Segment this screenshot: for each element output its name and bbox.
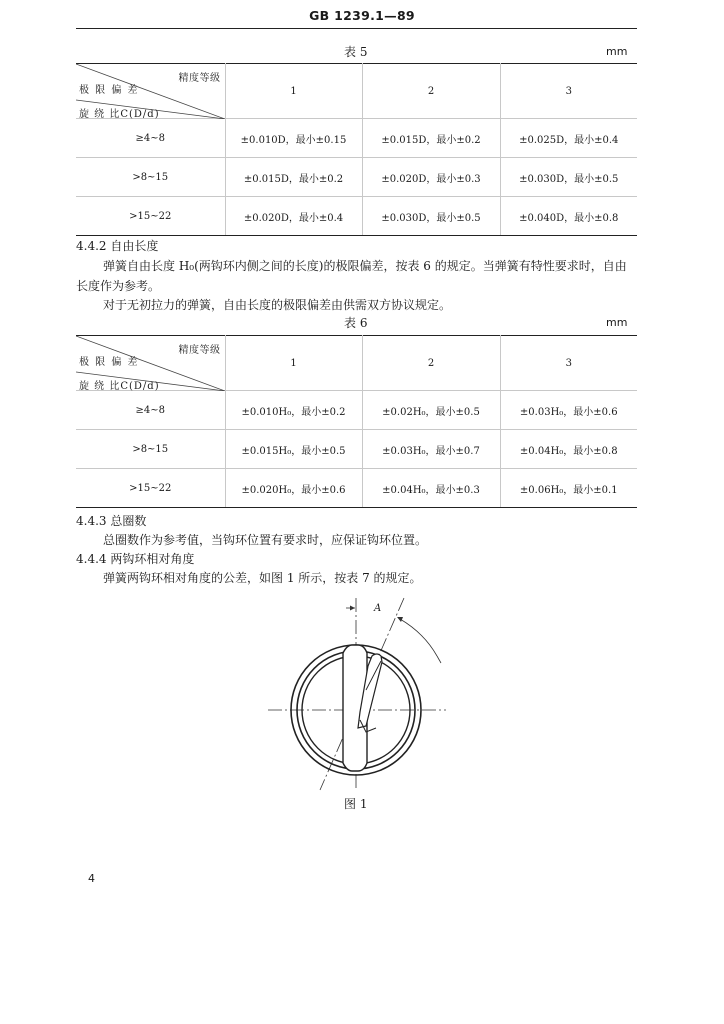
table5 [76, 63, 637, 236]
row-label: ≥4~8 [76, 391, 225, 430]
table-cell: ±0.020D，最小±0.4 [225, 197, 362, 236]
table-row [76, 197, 637, 236]
table-cell: ±0.030D，最小±0.5 [362, 197, 500, 236]
header-precision-grade: 精度等级 [178, 73, 221, 84]
section-443-body: 总圈数作为参考值，当钩环位置有要求时，应保证钩环位置。 [103, 533, 428, 547]
table-row [76, 391, 637, 430]
table6-caption: 表 6 [344, 316, 368, 330]
section-442-line3: 对于无初拉力的弹簧，自由长度的极限偏差由供需双方协议规定。 [103, 298, 452, 312]
row-label: >8~15 [76, 158, 225, 197]
table-cell: ±0.020D，最小±0.3 [362, 158, 500, 197]
table-cell: ±0.015H₀，最小±0.5 [225, 430, 362, 469]
row-label: ≥4~8 [76, 119, 225, 158]
header-limit-deviation: 极 限 偏 差 [79, 85, 140, 96]
figure-1-caption: 图 1 [344, 797, 368, 811]
header-spring-index: 旋 绕 比C(D/d) [79, 109, 160, 120]
grade-header: 3 [500, 336, 637, 391]
section-443-heading: 4.4.3 总圈数 [76, 514, 147, 528]
table-row [76, 469, 637, 508]
figure-1-hook-angle-diagram [260, 588, 460, 800]
header-limit-deviation: 极 限 偏 差 [79, 357, 140, 368]
row-label: >8~15 [76, 430, 225, 469]
header-rule [76, 28, 637, 29]
table-cell: ±0.06H₀，最小±0.1 [500, 469, 637, 508]
angle-label: A [374, 603, 382, 614]
table-row [76, 430, 637, 469]
table6 [76, 335, 637, 508]
table6-header-row [76, 336, 637, 391]
grade-header: 3 [500, 64, 637, 119]
section-442-heading: 4.4.2 自由长度 [76, 239, 159, 253]
table-row [76, 158, 637, 197]
table-cell: ±0.030D，最小±0.5 [500, 158, 637, 197]
header-spring-index: 旋 绕 比C(D/d) [79, 381, 160, 392]
header-precision-grade: 精度等级 [178, 345, 221, 356]
page-number: 4 [88, 872, 95, 885]
grade-header: 1 [225, 336, 362, 391]
section-442-line1: 弹簧自由长度 H₀(两钩环内侧之间的长度)的极限偏差，按表 6 的规定。当弹簧有特性要求时，自由 [103, 259, 627, 273]
table-cell: ±0.02H₀，最小±0.5 [362, 391, 500, 430]
table-cell: ±0.040D，最小±0.8 [500, 197, 637, 236]
section-444-heading: 4.4.4 两钩环相对角度 [76, 552, 195, 566]
row-label: >15~22 [76, 469, 225, 508]
table6-diagonal-header [76, 336, 225, 391]
table-cell: ±0.010H₀，最小±0.2 [225, 391, 362, 430]
table5-header-row [76, 64, 637, 119]
document-header-title: GB 1239.1—89 [309, 8, 415, 23]
table-cell: ±0.015D，最小±0.2 [225, 158, 362, 197]
table-cell: ±0.03H₀，最小±0.6 [500, 391, 637, 430]
table-cell: ±0.015D，最小±0.2 [362, 119, 500, 158]
table-row [76, 119, 637, 158]
section-444-body: 弹簧两钩环相对角度的公差，如图 1 所示，按表 7 的规定。 [103, 571, 422, 585]
grade-header: 2 [362, 64, 500, 119]
grade-header: 1 [225, 64, 362, 119]
table5-diagonal-header [76, 64, 225, 119]
table-cell: ±0.04H₀，最小±0.3 [362, 469, 500, 508]
table5-unit: mm [606, 45, 628, 58]
table-cell: ±0.03H₀，最小±0.7 [362, 430, 500, 469]
section-442-line2: 长度作为参考。 [76, 279, 161, 293]
table-cell: ±0.04H₀，最小±0.8 [500, 430, 637, 469]
table-cell: ±0.025D，最小±0.4 [500, 119, 637, 158]
table-cell: ±0.020H₀，最小±0.6 [225, 469, 362, 508]
row-label: >15~22 [76, 197, 225, 236]
table-cell: ±0.010D，最小±0.15 [225, 119, 362, 158]
table6-unit: mm [606, 316, 628, 329]
table5-caption: 表 5 [344, 45, 368, 59]
grade-header: 2 [362, 336, 500, 391]
